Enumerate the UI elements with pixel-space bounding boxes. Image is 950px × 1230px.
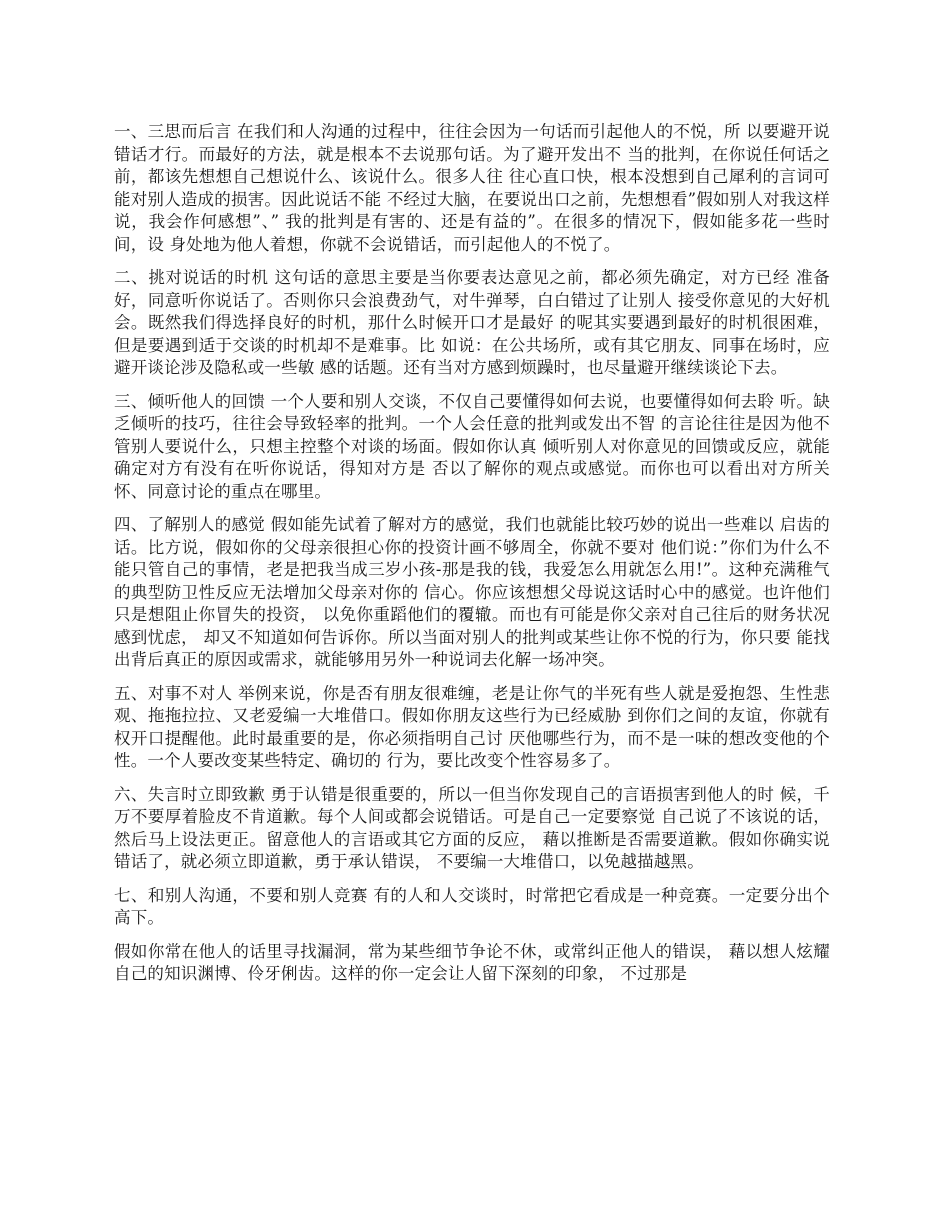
paragraph-understand-feelings: 四、了解别人的感觉 假如能先试着了解对方的感觉，我们也就能比较巧妙的说出一些难以 启齿的话。比方说，假如你的父母亲很担心你的投资计画不够周全，你就不要对 他们说：”你们为什么不能只管自己的事情，老是把我当成三岁小孩-那是我的钱，我爱怎么用就怎么用!”。这种充满稚气的典型防卫性反应无法增加父母亲对你的 信心。你应该想想父母说这话时心中的感觉。也许他们只是想阻止你冒失的投资， 以免你重蹈他们的覆辙。而也有可能是你父亲对自己往后的财务状况感到忧虑， 却又不知道如何告诉你。所以当面对别人的批判或某些让你不悦的行为，你只要 能找出背后真正的原因或需求，就能够用另外一种说词去化解一场冲突。 — [114, 515, 830, 669]
paragraph-continuation: 假如你常在他人的话里寻找漏洞，常为某些细节争论不休，或常纠正他人的错误， 藉以想人炫耀自己的知识渊博、伶牙俐齿。这样的你一定会让人留下深刻的印象， 不过那是 — [114, 941, 830, 983]
paragraph-listen-feedback: 三、倾听他人的回馈 一个人要和别人交谈，不仅自己要懂得如何去说，也要懂得如何去聆 听。缺乏倾听的技巧，往往会导致轻率的批判。一个人会任意的批判或发出不智 的言论往往是因为他不管别人要说什么，只想主控整个对谈的场面。假如你认真 倾听别人对你意见的回馈或反应，就能确定对方有没有在听你说话，得知对方是 否以了解你的观点或感觉。而你也可以看出对方所关怀、同意讨论的重点在哪里。 — [114, 391, 830, 501]
paragraph-communicate-not-compete: 七、和别人沟通，不要和别人竞赛 有的人和人交谈时，时常把它看成是一种竞赛。一定要分出个高下。 — [114, 885, 830, 927]
document-body — [114, 121, 830, 997]
paragraph-apologize-immediately: 六、失言时立即致歉 勇于认错是很重要的，所以一但当你发现自己的言语损害到他人的时 候，千万不要厚着脸皮不肯道歉。每个人间或都会说错话。可是自己一定要察觉 自己说了不该说的话，然后马上设法更正。留意他人的言语或其它方面的反应， 藉以推断是否需要道歉。假如你确实说错话了，就必须立即道歉，勇于承认错误， 不要编一大堆借口，以免越描越黑。 — [114, 784, 830, 871]
paragraph-issue-not-person: 五、对事不对人 举例来说，你是否有朋友很难缠，老是让你气的半死有些人就是爱抱怨、生性悲观、拖拖拉拉、又老爱编一大堆借口。假如你朋友这些行为已经威胁 到你们之间的友谊，你就有权开口提醒他。此时最重要的是，你必须指明自己讨 厌他哪些行为，而不是一味的想改变他的个性。一个人要改变某些特定、确切的 行为，要比改变个性容易多了。 — [114, 683, 830, 770]
paragraph-right-timing: 二、挑对说话的时机 这句话的意思主要是当你要表达意见之前，都必须先确定，对方已经 准备好，同意听你说话了。否则你只会浪费劲气，对牛弹琴，白白错过了让别人 接受你意见的大好机会。既然我们得选择良好的时机，那什么时候开口才是最好 的呢其实要遇到最好的时机很困难，但是要遇到适于交谈的时机却不是难事。比 如说：在公共场所，或有其它朋友、同事在场时，应避开谈论涉及隐私或一些敏 感的话题。还有当对方感到烦躁时，也尽量避开继续谈论下去。 — [114, 268, 830, 377]
paragraph-think-before-speaking: 一、三思而后言 在我们和人沟通的过程中，往往会因为一句话而引起他人的不悦，所 以要避开说错话才行。而最好的方法，就是根本不去说那句话。为了避开发出不 当的批判，在你说任何话之前，都该先想想自己想说什么、该说什么。很多人往 往心直口快，根本没想到自己犀利的言词可能对别人造成的损害。因此说话不能 不经过大脑，在要说出口之前，先想想看”假如别人对我这样说，我会作何感想”、” 我的批判是有害的、还是有益的”。在很多的情况下，假如能多花一些时间，设 身处地为他人着想，你就不会说错话，而引起他人的不悦了。 — [114, 122, 830, 254]
